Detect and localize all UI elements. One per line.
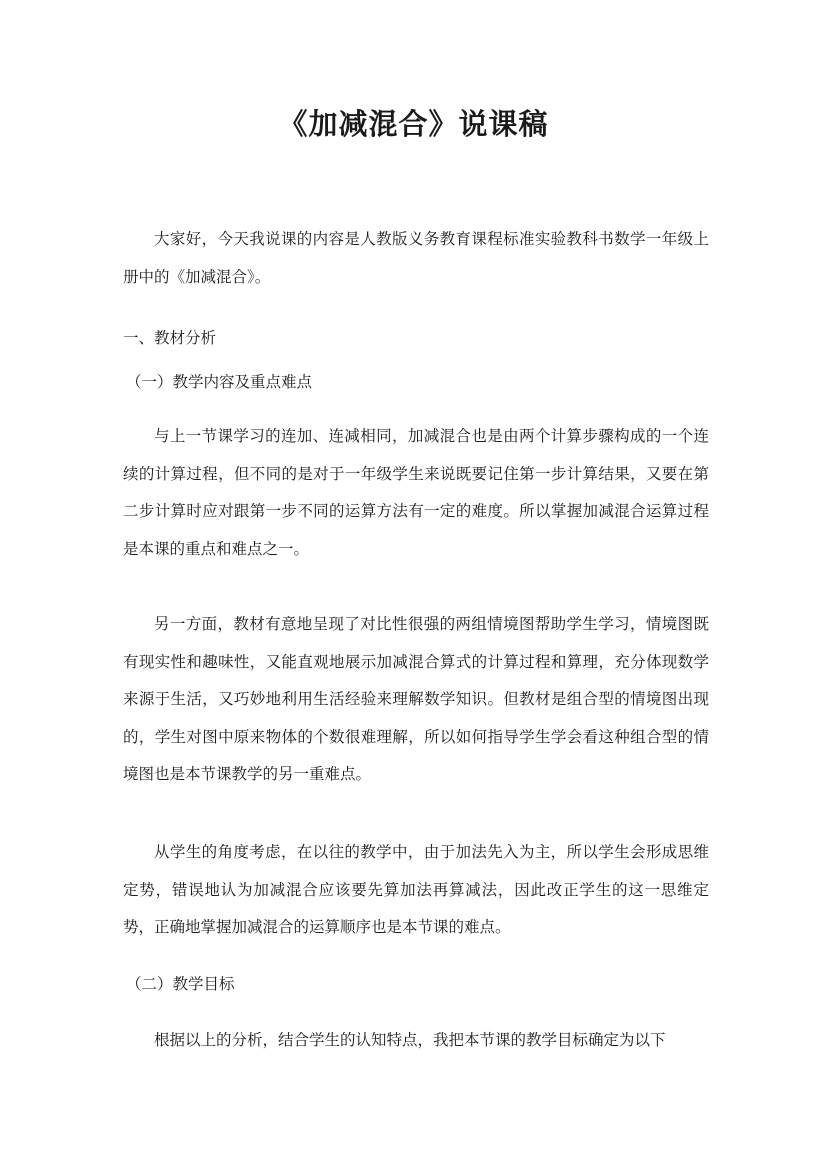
subsection-heading-content-difficulty: （一）教学内容及重点难点: [126, 373, 313, 391]
paragraph-textbook-illustrations: 另一方面，教材有意地呈现了对比性很强的两组情境图帮助学生学习，情境图既有现实性和趣味性，又能直观地展示加减混合算式的计算过程和算理，充分体现数学来源于生活，又巧妙地利用生活经验来理解数学知识。但教材是组合型的情境图出现的，学生对图中原来物体的个数很难理解，所以如何指导学生学会看这种组合型的情境图也是本节课教学的另一重难点。: [123, 615, 709, 783]
intro-paragraph: 大家好，今天我说课的内容是人教版义务教育课程标准实验教科书数学一年级上册中的《加减混合》。: [123, 230, 709, 286]
paragraph-teaching-goals: 根据以上的分析，结合学生的认知特点，我把本节课的教学目标确定为以下: [154, 1031, 666, 1049]
document-title: 《加减混合》说课稿: [278, 107, 549, 141]
subsection-heading-teaching-goals: （二）教学目标: [126, 975, 235, 993]
paragraph-content-analysis: 与上一节课学习的连加、连减相同，加减混合也是由两个计算步骤构成的一个连续的计算过程，但不同的是对于一年级学生来说既要记住第一步计算结果，又要在第二步计算时应对跟第一步不同的运算方法有一定的难度。所以掌握加减混合运算过程是本课的重点和难点之一。: [123, 427, 709, 558]
paragraph-student-perspective: 从学生的角度考虑，在以往的教学中，由于加法先入为主，所以学生会形成思维定势，错误地认为加减混合应该要先算加法再算减法，因此改正学生的这一思维定势，正确地掌握加减混合的运算顺序也是本节课的难点。: [123, 843, 709, 936]
section-heading-textbook-analysis: 一、教材分析: [123, 329, 217, 347]
